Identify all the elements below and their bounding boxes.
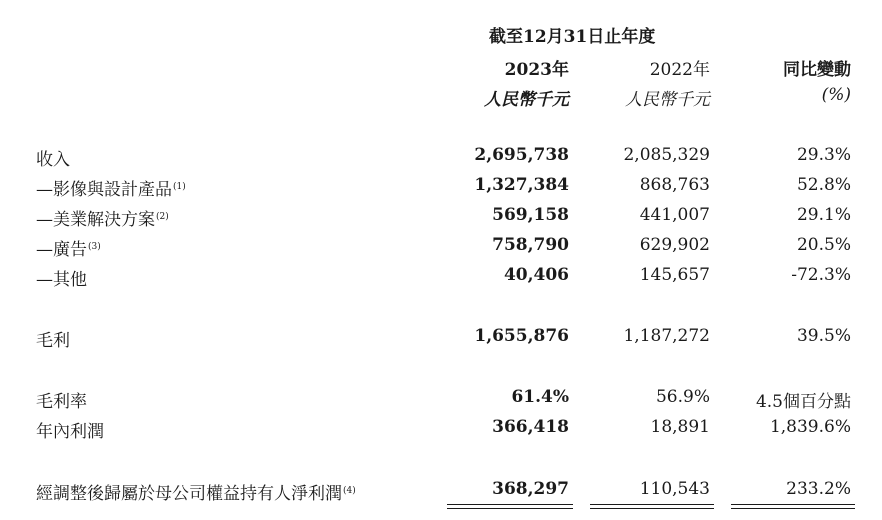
value-2023: 569,158 (492, 205, 569, 225)
footnote-marker: (2) (156, 212, 169, 222)
period-header: 截至12月31日止年度 (489, 27, 656, 47)
row-label: 年內利潤 (36, 422, 104, 442)
value-2022: 110,543 (639, 479, 710, 499)
value-change: 233.2% (786, 479, 851, 499)
footnote-marker: (4) (343, 486, 356, 496)
row-label: 收入 (36, 150, 70, 170)
value-2023: 758,790 (492, 235, 569, 255)
row-label: —廣告$^{(3)}$ (36, 240, 101, 260)
value-2023: 1,655,876 (474, 326, 569, 346)
col-change-unit: (%) (821, 85, 851, 105)
value-change: 4.5個百分點 (755, 392, 851, 412)
row-label: 毛利 (36, 331, 70, 351)
row-label: 毛利率 (36, 392, 87, 412)
value-2022: 145,657 (639, 265, 710, 285)
value-2023: 1,327,384 (474, 175, 569, 195)
value-2022: 2,085,329 (623, 145, 710, 165)
value-2023: 40,406 (503, 265, 569, 285)
value-2023: 368,297 (492, 479, 569, 499)
value-change: 1,839.6% (769, 417, 851, 437)
double-underline (447, 508, 573, 509)
value-2022: 441,007 (639, 205, 710, 225)
col-change-title: 同比變動 (783, 60, 851, 80)
value-2023: 61.4% (511, 387, 569, 407)
value-2022: 56.9% (655, 387, 710, 407)
row-label: 經調整後歸屬於母公司權益持有人淨利潤$^{(4)}$ (36, 484, 356, 504)
double-underline (590, 508, 714, 509)
value-change: 39.5% (796, 326, 851, 346)
col-2022-year: 2022年 (649, 60, 710, 80)
value-change: 29.3% (796, 145, 851, 165)
value-2022: 18,891 (650, 417, 710, 437)
footnote-marker: (3) (88, 242, 101, 252)
value-2023: 2,695,738 (474, 145, 569, 165)
row-label: —美業解決方案$^{(2)}$ (36, 210, 169, 230)
double-underline (731, 508, 855, 509)
value-2022: 868,763 (639, 175, 710, 195)
row-label: —影像與設計產品$^{(1)}$ (36, 180, 186, 200)
double-underline (731, 504, 855, 505)
col-2023-unit: 人民幣千元 (484, 90, 569, 110)
value-change: -72.3% (791, 265, 851, 285)
value-change: 52.8% (796, 175, 851, 195)
value-change: 20.5% (796, 235, 851, 255)
value-change: 29.1% (796, 205, 851, 225)
col-2022-unit: 人民幣千元 (625, 90, 710, 110)
row-label: —其他 (36, 270, 87, 290)
col-2023-year: 2023年 (504, 60, 569, 80)
double-underline (447, 504, 573, 505)
footnote-marker: (1) (173, 182, 186, 192)
double-underline (590, 504, 714, 505)
value-2022: 1,187,272 (623, 326, 710, 346)
value-2022: 629,902 (639, 235, 710, 255)
value-2023: 366,418 (492, 417, 569, 437)
